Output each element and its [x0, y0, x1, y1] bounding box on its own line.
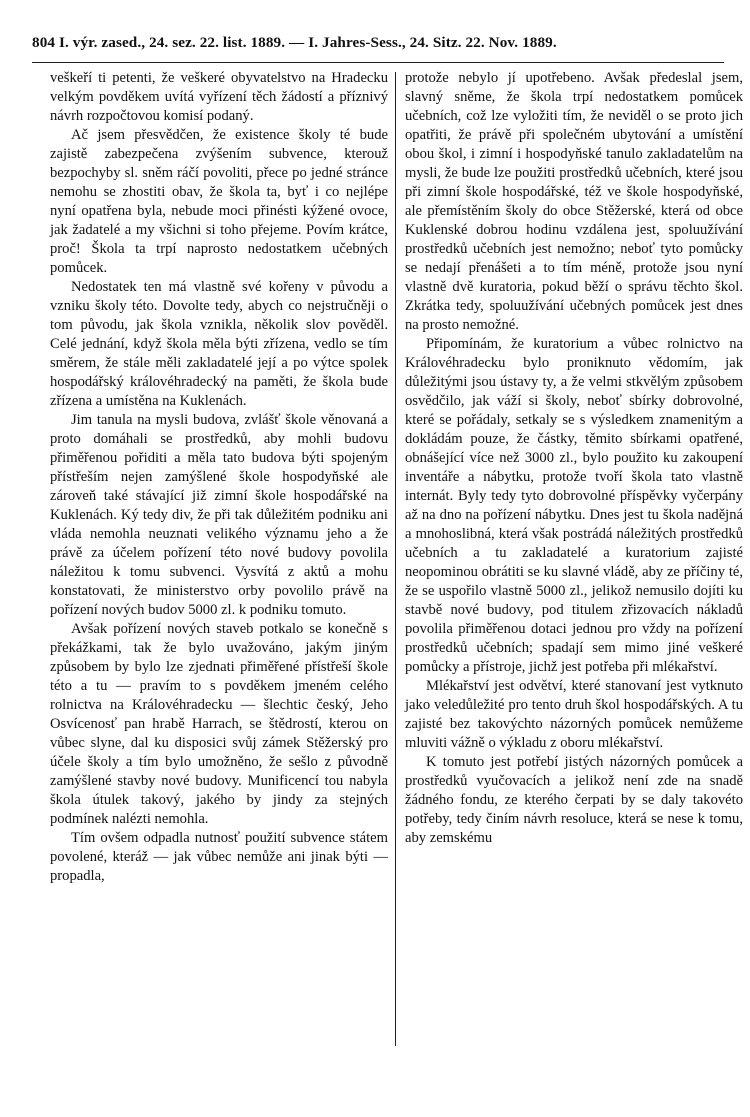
page-header: 804 I. výr. zased., 24. sez. 22. list. 1889. — I. Jahres-Sess., 24. Sitz. 22. Nov. 1889. — [32, 34, 557, 51]
paragraph: Nedostatek ten má vlastně své kořeny v původu a vzniku školy této. Dovolte tedy, abych co nejstručněji o tom původu, jak škola vznikla, několik slov pověděl. Celé jednání, když škola měla býti zřízena, vedlo se tím směrem, že stále měli zakladatelé její a po výtce spolek hospodářský královéhradecký na paměti, že škola bude zřízena a umístěna na Kuklenách. — [50, 279, 388, 409]
paragraph: Ač jsem přesvědčen, že existence školy té bude zajistě zabezpečena zvýšením subvence, kterouž bezpochyby sl. sněm ráčí povoliti, přece po jedné stránce nemohu se zhostiti obav, že škola ta, byť i co nejlépe nyní opatřena byla, nebude moci přinésti kýžené ovoce, jak žadatelé a my všichni si toho přejeme. Povím krátce, proč! Škola ta trpí naprosto nedostatkem učebných pomůcek. — [50, 127, 388, 276]
paragraph: Tím ovšem odpadla nutnosť použití subvence státem povolené, kteráž — jak vůbec nemůže ani jinak býti — propadla, — [50, 830, 388, 884]
paragraph: veškeří ti petenti, že veškeré obyvatelstvo na Hradecku velkým povděkem uvítá vyřízení těch žádostí a příznivý návrh rozpočtovou komisí podaný. — [50, 70, 388, 124]
paragraph: Avšak pořízení nových staveb potkalo se konečně s překážkami, tak že bylo uvažováno, jakým jiným způsobem by bylo lze zjednati přiměřené přístřeší škole této a tu — pravím to s povděkem jmeném celého rolnictva na Královéhradecku — šlechtic český, Jeho Osvícenosť pan hrabě Harrach, se štědrostí, kterou on vůbec slyne, dal ku disposici svůj zámek Stěžerský pro účele školy a tím bylo umožněno, že sešlo z původně zamýšlené stavby nové budovy. Munificencí tou nabyla škola útulek takový, jakého by jindy za stejných podmínek nalézti nemohla. — [50, 621, 388, 827]
paragraph: Jim tanula na mysli budova, zvlášť škole věnovaná a proto domáhali se prostředků, aby mohli budovu přiměřenou pořiditi a měla tato budova býti spojeným přístřeším nejen zamýšlené škole hospodyňské ale zároveň také stávající již zimní škole hospodářské na Kuklenách. Ký tedy div, že při tak důležitém podniku ani vláda nemohla neuznati velikého významu jeho a že právě za účelem pořízení této nové budovy povolila náležitou k tomu subvenci. Vysvítá z aktů a mohu konstatovati, že ministerstvo orby povolilo právě na pořízení nových budov 5000 zl. k podniku tomuto. — [50, 412, 388, 618]
left-column — [50, 69, 388, 886]
paragraph: Mlékařství jest odvětví, které stanovaní jest vytknuto jako veledůležité pro tento druh škol hospodářských. A tu zajisté bez takovýchto názorných pomůcek nemůžeme mluviti vážně o výkladu z oboru mlékařství. — [405, 678, 743, 751]
header-rule — [32, 62, 724, 63]
paragraph: K tomuto jest potřebí jistých názorných pomůcek a prostředků vyučovacích a jelikož není zde na snadě žádného fondu, ze kterého čerpati by se daly takovéto potřeby, tedy činím návrh resoluce, která se nese k tomu, aby zemskému — [405, 754, 743, 846]
column-divider — [395, 72, 396, 1046]
paragraph: protože nebylo jí upotřebeno. Avšak předeslal jsem, slavný sněme, že škola trpí nedostatkem pomůcek učebních, což lze vyložiti tím, že neviděl o se proto jich opatřiti, že právě při společném ubytování a umístění obou škol, i zimní i hospodyňské tanulo zakladatelům na mysli, že bude lze použiti prostředků učebních, které jsou při zimní škole hospodářské, též ve škole hospodyňské, ale přemístěním školy do obce Stěžerské, která od obce Kuklenské dobrou hodinu vzdálena jest, spoluužívání prostředků učebních jest nemožno; neboť tyto pomůcky se nedají přenášeti a to tím méně, protože jsou nyní vlastně dvě kuratoria, pokud běží o správu těchto škol. Zkrátka tedy, spoluužívání učebných pomůcek jest dnes na prosto nemožné. — [405, 70, 743, 333]
paragraph: Připomínám, že kuratorium a vůbec rolnictvo na Královéhradecku bylo proniknuto vědomím, jak důležitými jsou ústavy ty, a že velmi stkvělým způsobem osvědčilo, jak váží si školy, neboť sbírky dobrovolné, které se pořádaly, setkaly se s výsledkem znamenitým a dokládám pouze, že částky, těmito sbírkami opatřené, obnášející více než 3000 zl., bylo použito ku zakoupení inventáře a nábytku, protože tvoří škola tato vlastně internát. Byly tedy tyto dobrovolné příspěvky vyčerpány až na dno na pořízení nábytku. Dnes jest tu škola nadějná a mnohoslibná, která však postrádá náležitých prostředků učebních a tu zakladatelé a kuratorium zajisté neopominou obrátiti se ku slavné vládě, aby ze příčiny té, že se uspořilo vlastně 5000 zl., jelikož nemusilo dojíti ku stavbě nové budovy, pod titulem zřizovacích nákladů povolila přiměřenou dotaci jednou pro vždy na pořízení prostředků učebních; spadají sem mimo jiné veškeré pomůcky a přístroje, jichž jest potřeba při mlékařství. — [405, 336, 743, 675]
right-column — [405, 69, 743, 848]
